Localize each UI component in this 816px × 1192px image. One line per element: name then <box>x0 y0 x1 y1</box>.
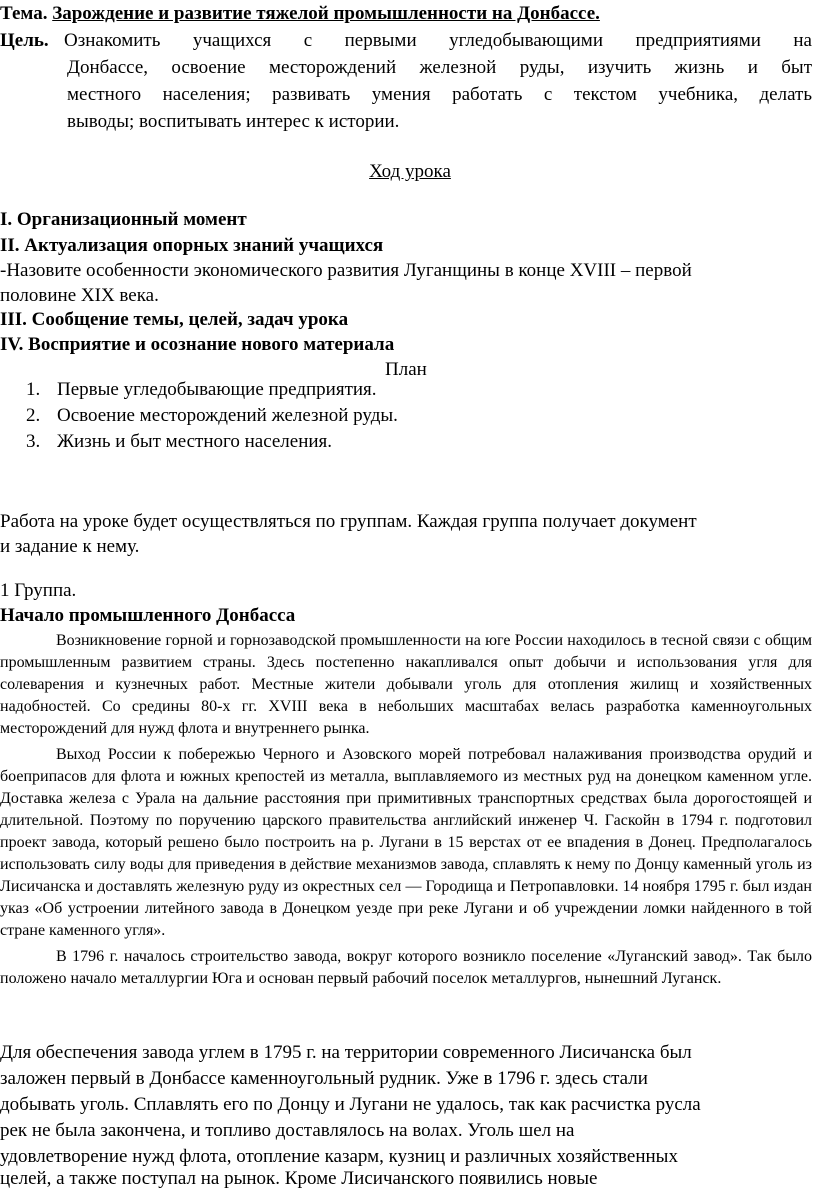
plan-item: 3. Жизнь и быт местного населения. <box>26 431 333 452</box>
group-label: 1 Группа. <box>0 580 77 601</box>
final-line-3: добывать уголь. Сплавлять его по Донцу и Лугани не удалось, так как расчистка русла <box>0 1094 701 1115</box>
goal-text-3: местного населения; развивать умения работать с текстом учебника, делать <box>67 84 812 105</box>
final-line-4: рек не была закончена, и топливо доставлялось на волах. Уголь шел на <box>0 1120 575 1141</box>
topic-label: Тема <box>0 3 43 24</box>
final-line-1: Для обеспечения завода углем в 1795 г. на территории современного Лисичанска был <box>0 1042 692 1063</box>
goal-text-2: Донбассе, освоение месторождений железной руды, изучить жизнь и быт <box>67 57 812 78</box>
question-line-2: половине XIX века. <box>0 285 159 306</box>
plan-title: План <box>385 359 427 380</box>
stage-3: III. Сообщение темы, целей, задач урока <box>0 309 349 330</box>
final-line-5: удовлетворение нужд флота, отопление казарм, кузниц и различных хозяйственных <box>0 1146 678 1167</box>
paragraph: Выход России к побережью Черного и Азовского морей потребовал налаживания производства орудий и боеприпасов для флота и южных крепостей из металла, выплавляемого из местных руд на донецком каменном угле. Доставка железа с Урала на дальние расстояния при примитивных транспортных средствах была дорогостоящей и длительной. Поэтому по поручению царского правительства английский инженер Ч. Гаскойн в 1794 г. подготовил проект завода, который решено было построить на р. Лугани в 15 верстах от ее впадения в Донец. Предполагалось использовать силу воды для приведения в действие механизмов завода, сплавлять к нему по Донцу каменный уголь из Лисичанска и доставлять железную руду из окрестных сел — Городища и Петропавловки. 14 ноября 1795 г. был издан указ «Об устроении литейного завода в Донецком уезде при реке Лугани и об учреждении ломки найденного в той стране каменного угля». <box>0 746 812 939</box>
final-line-6: целей, а также поступал на рынок. Кроме Лисичанского появились новые <box>0 1168 598 1189</box>
final-line-2: заложен первый в Донбассе каменноугольный рудник. Уже в 1796 г. здесь стали <box>0 1068 648 1089</box>
stage-1: I. Организационный момент <box>0 209 247 230</box>
paragraph: Возникновение горной и горнозаводской промышленности на юге России находилось в тесной связи с общим промышленным развитием страны. Здесь постепенно накапливался опыт добычи и использования угля для солеварения и кузнечных работ. Местные жители добывали уголь для отопления жилищ и хозяйственных надобностей. Со средины 80-х гг. XVIII века в небольших масштабах велась разработка каменноугольных месторождений для нужд флота и внутреннего рынка. <box>0 632 812 737</box>
plan-item: 1. Первые угледобывающие предприятия. <box>26 379 377 400</box>
goal-line-1: Цель. Ознакомить учащихся с первыми угледобывающими предприятиями на <box>0 30 812 51</box>
topic-line: Тема. Зарождение и развитие тяжелой промышленности на Донбассе. <box>0 3 600 24</box>
goal-label: Цель <box>0 30 44 51</box>
work-line-1: Работа на уроке будет осуществляться по группам. Каждая группа получает документ <box>0 511 697 532</box>
lesson-heading: Ход урока <box>369 161 451 182</box>
work-line-2: и задание к нему. <box>0 536 140 557</box>
goal-text-4: выводы; воспитывать интерес к истории. <box>67 111 400 132</box>
stage-4: IV. Восприятие и осознание нового материала <box>0 334 395 355</box>
plan-item: 2. Освоение месторождений железной руды. <box>26 405 398 426</box>
plan-list <box>0 377 398 455</box>
paragraph: В 1796 г. началось строительство завода, вокруг которого возникло поселение «Луганский завод». Так было положено начало металлургии Юга и основан первый рабочий поселок металлургов, нынешний Луганск. <box>0 948 812 987</box>
group-heading: Начало промышленного Донбасса <box>0 605 296 626</box>
goal-text-1: Ознакомить учащихся с первыми угледобывающими предприятиями на <box>64 30 812 51</box>
group-text <box>0 630 812 990</box>
topic-text: Зарождение и развитие тяжелой промышленности на Донбассе. <box>52 3 600 24</box>
question-line-1: -Назовите особенности экономического развития Луганщины в конце XVIII – первой <box>0 260 692 281</box>
stage-2: II. Актуализация опорных знаний учащихся <box>0 235 384 256</box>
